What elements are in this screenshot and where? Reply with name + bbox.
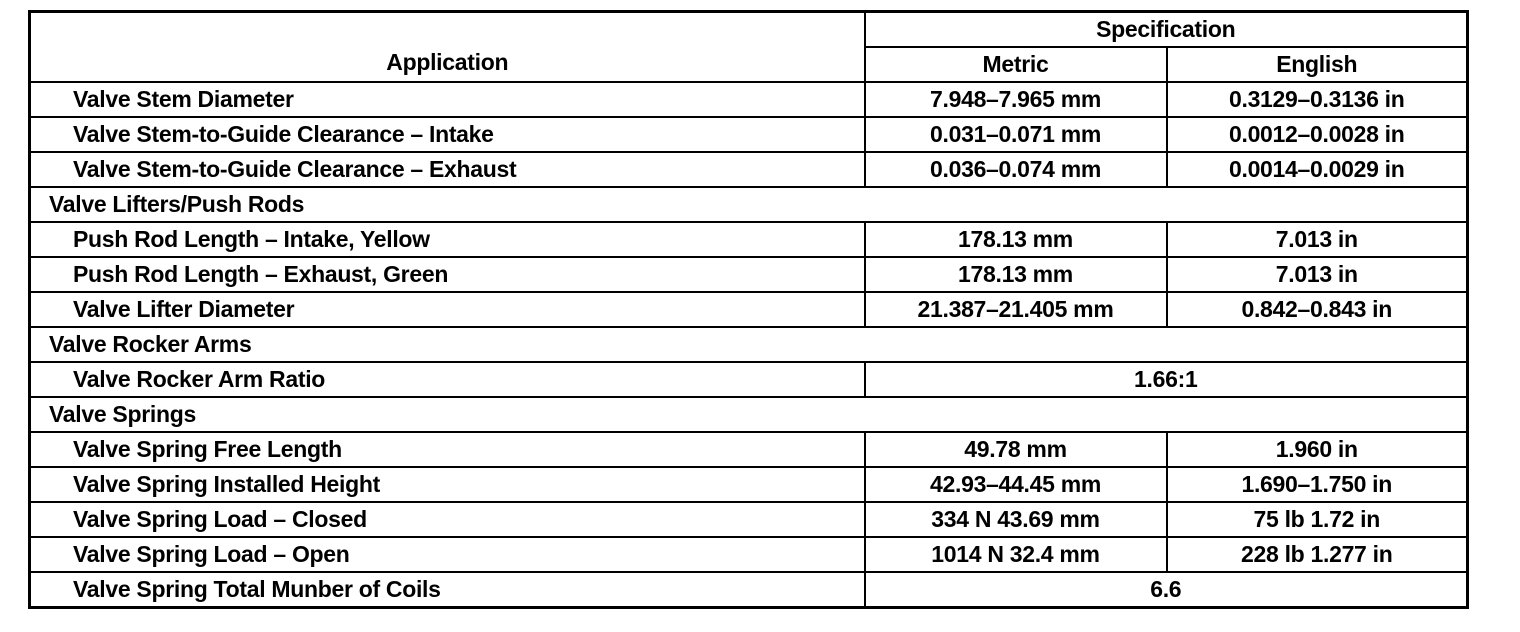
row-value: 6.6 — [865, 572, 1468, 608]
row-label: Valve Rocker Arm Ratio — [30, 362, 865, 397]
row-metric: 0.036–0.074 mm — [865, 152, 1167, 187]
section-row — [30, 327, 1468, 362]
row-metric: 7.948–7.965 mm — [865, 82, 1167, 117]
row-label: Valve Spring Installed Height — [30, 467, 865, 502]
table-row — [30, 152, 1468, 187]
section-label: Valve Rocker Arms — [30, 327, 1468, 362]
row-label: Valve Spring Free Length — [30, 432, 865, 467]
row-english: 7.013 in — [1167, 222, 1468, 257]
row-english: 0.3129–0.3136 in — [1167, 82, 1468, 117]
header-english: English — [1167, 47, 1468, 82]
table-row — [30, 362, 1468, 397]
row-label: Valve Lifter Diameter — [30, 292, 865, 327]
row-english: 0.842–0.843 in — [1167, 292, 1468, 327]
row-label: Valve Spring Load – Closed — [30, 502, 865, 537]
section-label: Valve Springs — [30, 397, 1468, 432]
table-row — [30, 502, 1468, 537]
row-label: Push Rod Length – Intake, Yellow — [30, 222, 865, 257]
header-specification: Specification — [865, 12, 1468, 48]
table-row — [30, 257, 1468, 292]
row-english: 75 lb 1.72 in — [1167, 502, 1468, 537]
row-english: 0.0012–0.0028 in — [1167, 117, 1468, 152]
specification-table — [28, 10, 1469, 609]
header-application: Application — [30, 12, 865, 83]
header-row-top — [30, 12, 1468, 48]
row-english: 228 lb 1.277 in — [1167, 537, 1468, 572]
table-row — [30, 467, 1468, 502]
row-metric: 178.13 mm — [865, 257, 1167, 292]
table-row — [30, 292, 1468, 327]
section-label: Valve Lifters/Push Rods — [30, 187, 1468, 222]
table-row — [30, 222, 1468, 257]
table-row — [30, 572, 1468, 608]
row-label: Push Rod Length – Exhaust, Green — [30, 257, 865, 292]
row-label: Valve Spring Load – Open — [30, 537, 865, 572]
table-row — [30, 432, 1468, 467]
table-row — [30, 117, 1468, 152]
row-metric: 42.93–44.45 mm — [865, 467, 1167, 502]
row-label: Valve Stem Diameter — [30, 82, 865, 117]
row-english: 1.690–1.750 in — [1167, 467, 1468, 502]
row-english: 0.0014–0.0029 in — [1167, 152, 1468, 187]
table-row — [30, 537, 1468, 572]
row-label: Valve Stem-to-Guide Clearance – Exhaust — [30, 152, 865, 187]
section-row — [30, 397, 1468, 432]
table-body — [30, 82, 1468, 608]
row-metric: 21.387–21.405 mm — [865, 292, 1167, 327]
row-metric: 0.031–0.071 mm — [865, 117, 1167, 152]
row-label: Valve Stem-to-Guide Clearance – Intake — [30, 117, 865, 152]
section-row — [30, 187, 1468, 222]
row-metric: 49.78 mm — [865, 432, 1167, 467]
row-metric: 178.13 mm — [865, 222, 1167, 257]
row-value: 1.66:1 — [865, 362, 1468, 397]
row-metric: 334 N 43.69 mm — [865, 502, 1167, 537]
row-english: 1.960 in — [1167, 432, 1468, 467]
row-metric: 1014 N 32.4 mm — [865, 537, 1167, 572]
row-label: Valve Spring Total Munber of Coils — [30, 572, 865, 608]
table-row — [30, 82, 1468, 117]
header-metric: Metric — [865, 47, 1167, 82]
row-english: 7.013 in — [1167, 257, 1468, 292]
